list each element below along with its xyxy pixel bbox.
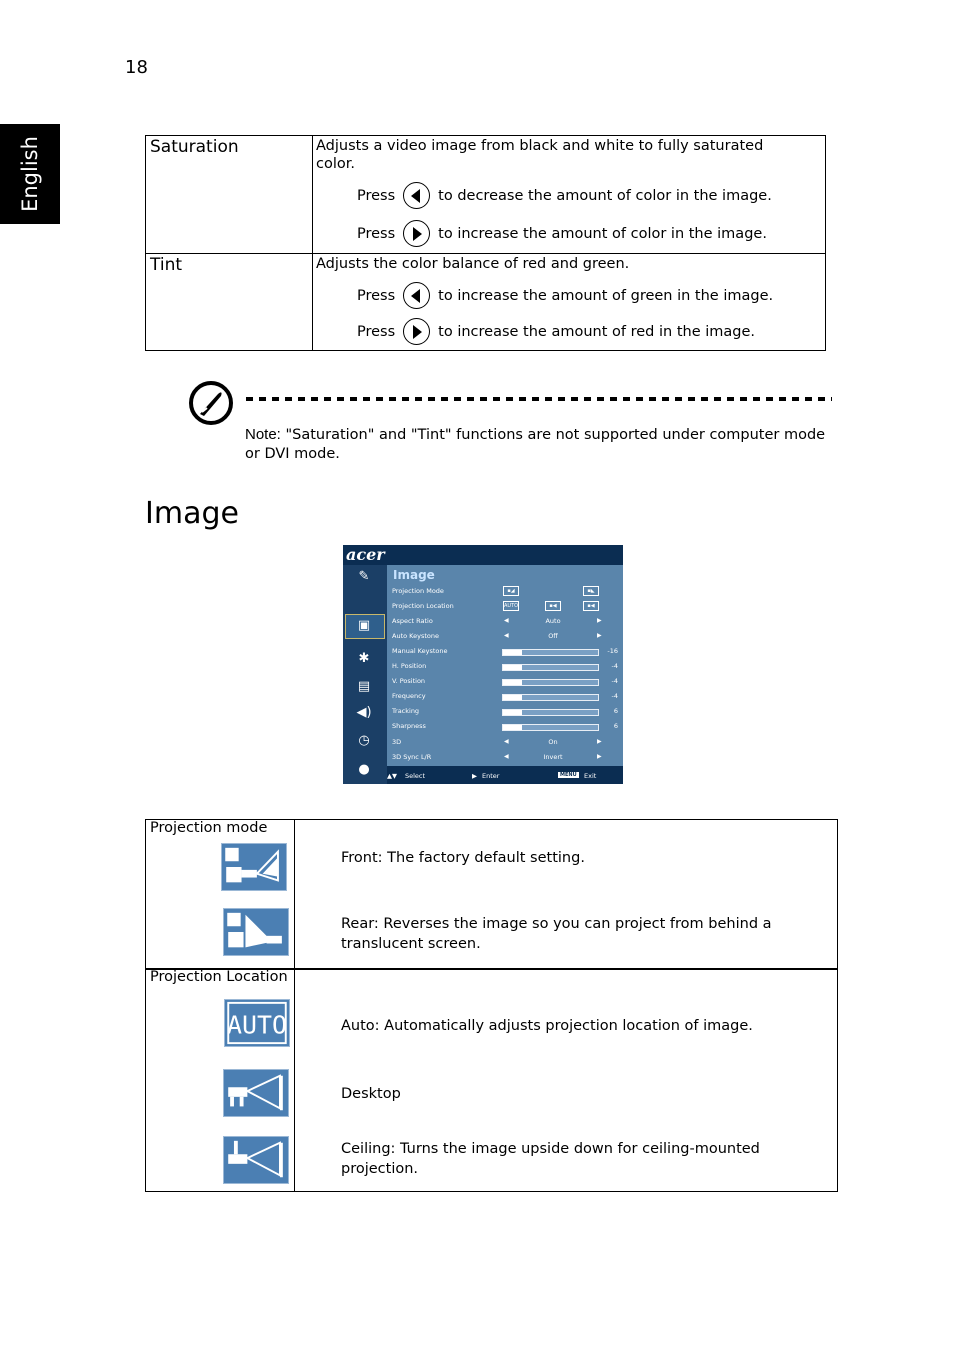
osd-row-projection-mode: Projection Mode ▪◢ ▪◣ <box>392 586 620 598</box>
slider-bar <box>502 709 599 716</box>
table-row-tint <box>146 254 825 350</box>
osd-header <box>343 545 623 565</box>
slider-bar <box>502 664 599 671</box>
front-projection-icon <box>221 843 287 891</box>
osd-footer: ▲▼ Select ▶ Enter MENU Exit <box>387 766 623 784</box>
osd-row-3d-sync: 3D Sync L/R ◀ Invert ▶ <box>392 753 602 761</box>
osd-row-sharpness: Sharpness 6 <box>392 722 618 730</box>
right-arrow-icon: ▶ <box>597 738 602 745</box>
ceiling-location-icon: ▪◀ <box>583 601 599 611</box>
language-tab <box>0 124 60 224</box>
osd-row-manual-keystone: Manual Keystone -16 <box>392 647 618 655</box>
page-number: 18 <box>125 57 148 78</box>
desc-rear: Rear: Reverses the image so you can project from behind a translucent screen. <box>341 916 772 952</box>
osd-sidebar <box>343 565 387 777</box>
note-label: Note: <box>245 426 281 443</box>
desc-ceiling: Ceiling: Turns the image upside down for ceiling-mounted projection. <box>341 1141 760 1177</box>
timer-icon: ◷ <box>358 733 370 748</box>
language-tab-label: English <box>18 136 42 212</box>
left-arrow-icon <box>403 182 430 209</box>
desc-front: Front: The factory default setting. <box>341 850 585 866</box>
note-pen-icon <box>188 380 234 426</box>
left-arrow-icon: ◀ <box>504 753 509 760</box>
press-right-saturation: Press to increase the amount of color in the image. <box>357 220 767 247</box>
slider-bar <box>502 724 599 731</box>
left-arrow-icon: ◀ <box>504 617 509 624</box>
left-arrow-icon <box>403 282 430 309</box>
osd-row-tracking: Tracking 6 <box>392 707 618 715</box>
right-arrow-icon: ▶ <box>472 772 477 780</box>
audio-icon: ◀) <box>356 705 372 720</box>
auto-location-icon <box>224 999 290 1047</box>
term-projection-location: Projection Location <box>150 969 288 985</box>
table-row-saturation <box>146 136 825 254</box>
saturation-tint-table <box>145 135 826 351</box>
section-title: Image <box>145 496 239 531</box>
press-left-tint: Press to increase the amount of green in the image. <box>357 282 773 309</box>
left-arrow-icon: ◀ <box>504 632 509 639</box>
slider-bar <box>502 679 599 686</box>
menu-key-icon: MENU <box>560 772 577 778</box>
term-tint: Tint <box>150 255 183 275</box>
acer-logo: acer <box>346 545 385 564</box>
osd-row-3d: 3D ◀ On ▶ <box>392 738 602 746</box>
term-projection-mode: Projection mode <box>150 820 268 836</box>
slider-bar <box>502 694 599 701</box>
osd-row-v-position: V. Position -4 <box>392 677 618 685</box>
desc-auto: Auto: Automatically adjusts projection location of image. <box>341 1018 753 1034</box>
osd-image-panel <box>387 565 623 766</box>
osd-row-frequency: Frequency -4 <box>392 692 618 700</box>
right-arrow-icon: ▶ <box>597 632 602 639</box>
language-icon: ● <box>358 762 370 777</box>
rear-mode-icon: ▪◣ <box>583 586 599 596</box>
right-arrow-icon <box>403 318 430 345</box>
left-arrow-icon: ◀ <box>504 738 509 745</box>
osd-row-auto-keystone: Auto Keystone ◀ Off ▶ <box>392 632 602 640</box>
osd-screenshot <box>343 545 623 784</box>
desc-desktop: Desktop <box>341 1086 401 1102</box>
right-arrow-icon: ▶ <box>597 617 602 624</box>
desc-saturation: Adjusts a video image from black and white to fully saturated color. <box>316 138 764 172</box>
auto-location-icon: AUTO <box>504 603 519 609</box>
osd-row-h-position: H. Position -4 <box>392 662 618 670</box>
desc-tint: Adjusts the color balance of red and green. <box>316 256 630 272</box>
projection-table <box>145 819 838 1192</box>
desktop-location-icon <box>223 1069 289 1117</box>
rear-projection-icon <box>223 908 289 956</box>
note-body: "Saturation" and "Tint" functions are not supported under computer mode or DVI mode. <box>245 427 826 462</box>
ceiling-location-icon <box>223 1136 289 1184</box>
management-icon: ▤ <box>357 679 371 694</box>
osd-row-aspect-ratio: Aspect Ratio ◀ Auto ▶ <box>392 617 602 625</box>
right-arrow-icon: ▶ <box>597 753 602 760</box>
front-mode-icon: ▪◢ <box>503 586 519 596</box>
term-saturation: Saturation <box>150 137 239 157</box>
desktop-location-icon: ▪◀ <box>545 601 561 611</box>
up-down-arrow-icon: ▲▼ <box>387 772 397 780</box>
settings-icon: ✱ <box>358 651 370 666</box>
table-divider <box>294 820 295 1191</box>
osd-title: Image <box>393 568 435 582</box>
note-text <box>245 425 835 464</box>
osd-row-projection-location: Projection Location AUTO ▪◀ ▪◀ <box>392 601 620 613</box>
press-left-saturation: Press to decrease the amount of color in the image. <box>357 182 772 209</box>
slider-bar <box>502 649 599 656</box>
image-icon: ▣ <box>357 618 371 633</box>
color-icon: ✎ <box>358 569 370 584</box>
press-right-tint: Press to increase the amount of red in the image. <box>357 318 755 345</box>
right-arrow-icon <box>403 220 430 247</box>
note-divider <box>246 397 832 401</box>
svg-text:AUTO: AUTO <box>227 1010 287 1040</box>
